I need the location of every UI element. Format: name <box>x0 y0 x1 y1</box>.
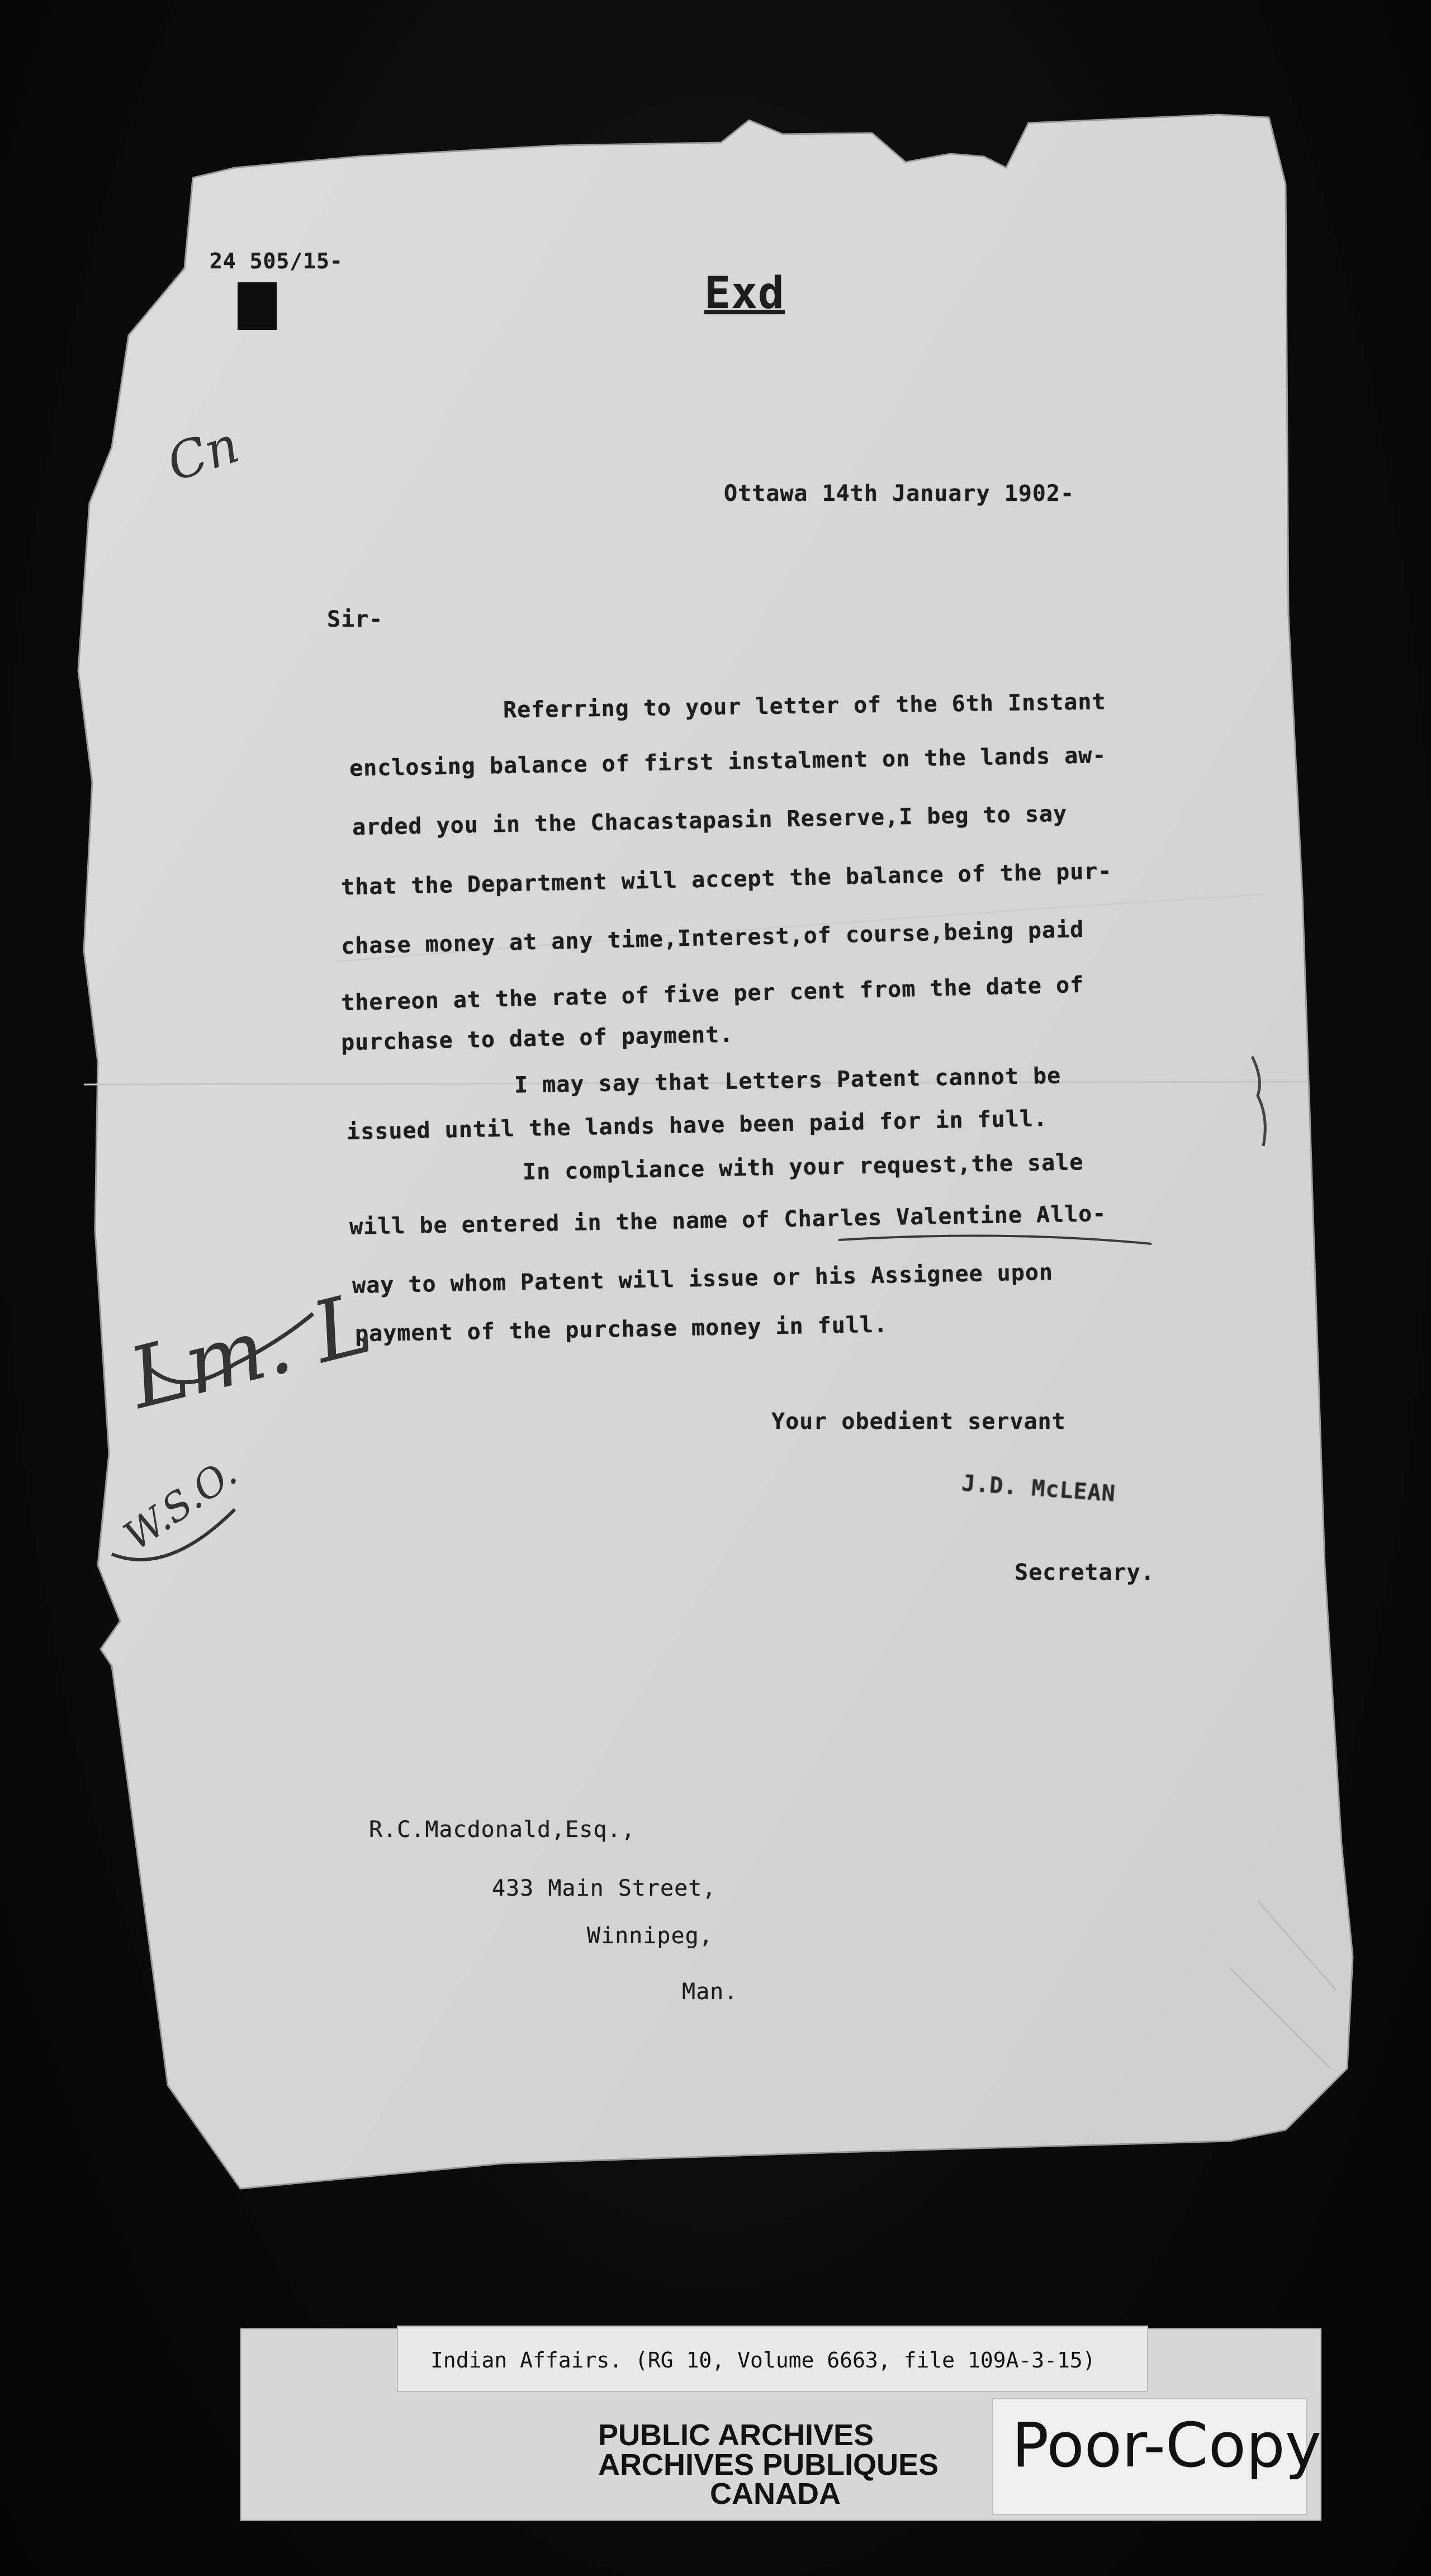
body-line: Referring to your letter of the 6th Instant <box>503 689 1106 723</box>
body-line: In compliance with your request,the sale <box>522 1149 1084 1185</box>
body-line: way to whom Patent will issue or his Assignee upon <box>352 1259 1054 1299</box>
body-line: payment of the purchase money in full. <box>354 1311 888 1347</box>
recipient-province: Man. <box>682 1979 738 2005</box>
recipient-city: Winnipeg, <box>587 1923 713 1949</box>
archives-line-2: ARCHIVES PUBLIQUES <box>598 2448 939 2482</box>
handwritten-initial-top: Cn <box>160 415 246 494</box>
recipient-street: 433 Main Street, <box>492 1876 717 1901</box>
date-line: Ottawa 14th January 1902- <box>724 481 1075 506</box>
poor-copy-note: Poor-Copy <box>1012 2409 1321 2481</box>
body-line: will be entered in the name of Charles Valentine Allo- <box>349 1201 1107 1240</box>
archive-citation: Indian Affairs. (RG 10, Volume 6663, file 109A-3-15) <box>430 2348 1096 2373</box>
body-line: issued until the lands have been paid for in full. <box>346 1105 1048 1145</box>
body-line: that the Department will accept the balance of the pur- <box>340 858 1112 901</box>
handwritten-initials-margin-2: W.S.O. <box>115 1449 245 1560</box>
archives-line-1: PUBLIC ARCHIVES <box>598 2418 874 2452</box>
body-line: thereon at the rate of five per cent from the date of <box>340 972 1084 1016</box>
recipient-name: R.C.Macdonald,Esq., <box>369 1817 636 1843</box>
body-line: purchase to date of payment. <box>340 1021 734 1056</box>
handwritten-initials-margin: Lm. L <box>120 1274 381 1428</box>
secretary-title: Secretary. <box>1015 1560 1155 1585</box>
body-line: enclosing balance of first instalment on the lands aw- <box>349 742 1107 782</box>
body-line: chase money at any time,Interest,of course,being paid <box>340 916 1084 960</box>
file-number: 24 505/15- <box>210 249 343 273</box>
closing: Your obedient servant <box>771 1409 1066 1434</box>
exd-stamp: Exd <box>704 268 785 319</box>
signature-stamp: J.D. McLEAN <box>960 1470 1117 1507</box>
body-line: I may say that Letters Patent cannot be <box>514 1063 1062 1098</box>
body-line: arded you in the Chacastapasin Reserve,I beg to say <box>352 801 1068 841</box>
salutation: Sir- <box>327 607 383 632</box>
archives-line-3: CANADA <box>710 2477 841 2511</box>
